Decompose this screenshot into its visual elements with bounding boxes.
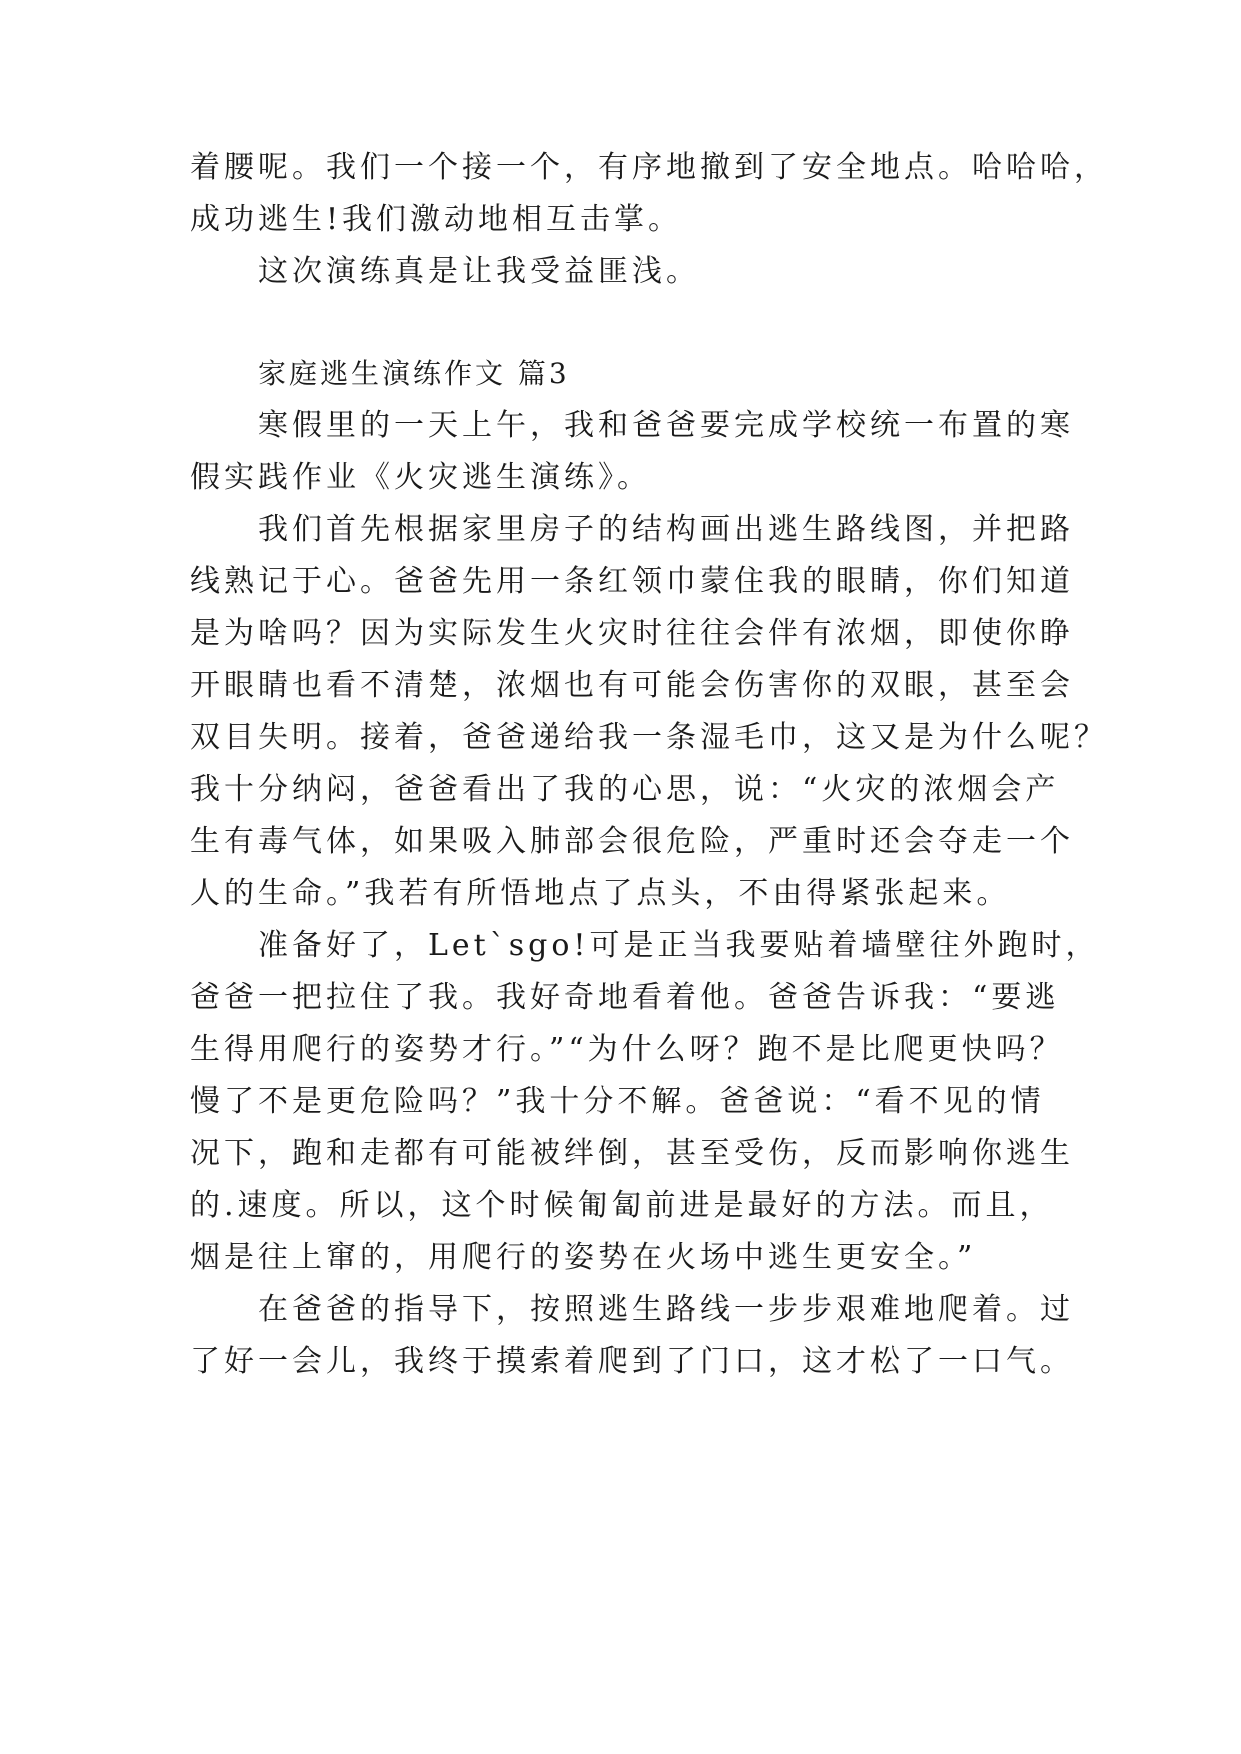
text-line: 是为啥吗？因为实际发生火灾时往往会伴有浓烟，即使你睁 bbox=[190, 616, 1074, 651]
text-line: 假实践作业《火灾逃生演练》。 bbox=[190, 460, 651, 495]
text-line: 这次演练真是让我受益匪浅。 bbox=[258, 254, 700, 289]
text-line: 爸爸一把拉住了我。我好奇地看着他。爸爸告诉我：“要逃 bbox=[190, 980, 1060, 1015]
text-line: 寒假里的一天上午，我和爸爸要完成学校统一布置的寒 bbox=[258, 408, 1074, 443]
text-line: 慢了不是更危险吗？”我十分不解。爸爸说：“看不见的情 bbox=[190, 1084, 1045, 1119]
text-line: 的.速度。所以，这个时候匍匐前进是最好的方法。而且， bbox=[190, 1188, 1054, 1223]
text-line: 人的生命。”我若有所悟地点了点头，不由得紧张起来。 bbox=[190, 876, 1011, 911]
text-line: 准备好了，Let`sgo!可是正当我要贴着墙壁往外跑时， bbox=[258, 928, 1100, 963]
text-line: 生得用爬行的姿势才行。”“为什么呀？跑不是比爬更快吗？ bbox=[190, 1032, 1064, 1067]
text-line: 我十分纳闷，爸爸看出了我的心思，说：“火灾的浓烟会产 bbox=[190, 772, 1060, 807]
text-line: 着腰呢。我们一个接一个，有序地撤到了安全地点。哈哈哈， bbox=[190, 150, 1108, 185]
text-line: 生有毒气体，如果吸入肺部会很危险，严重时还会夺走一个 bbox=[190, 824, 1074, 859]
text-line: 了好一会儿，我终于摸索着爬到了门口，这才松了一口气。 bbox=[190, 1344, 1074, 1379]
text-line: 开眼睛也看不清楚，浓烟也有可能会伤害你的双眼，甚至会 bbox=[190, 668, 1074, 703]
text-line: 我们首先根据家里房子的结构画出逃生路线图，并把路 bbox=[258, 512, 1074, 547]
text-line: 成功逃生!我们激动地相互击掌。 bbox=[190, 202, 683, 237]
section-heading: 家庭逃生演练作文 篇3 bbox=[258, 357, 570, 390]
text-line: 在爸爸的指导下，按照逃生路线一步步艰难地爬着。过 bbox=[258, 1292, 1074, 1327]
text-line: 况下，跑和走都有可能被绊倒，甚至受伤，反而影响你逃生 bbox=[190, 1136, 1074, 1171]
text-line: 烟是往上窜的，用爬行的姿势在火场中逃生更安全。” bbox=[190, 1240, 977, 1275]
text-line: 线熟记于心。爸爸先用一条红领巾蒙住我的眼睛，你们知道 bbox=[190, 564, 1074, 599]
text-line: 双目失明。接着，爸爸递给我一条湿毛巾，这又是为什么呢？ bbox=[190, 720, 1108, 755]
